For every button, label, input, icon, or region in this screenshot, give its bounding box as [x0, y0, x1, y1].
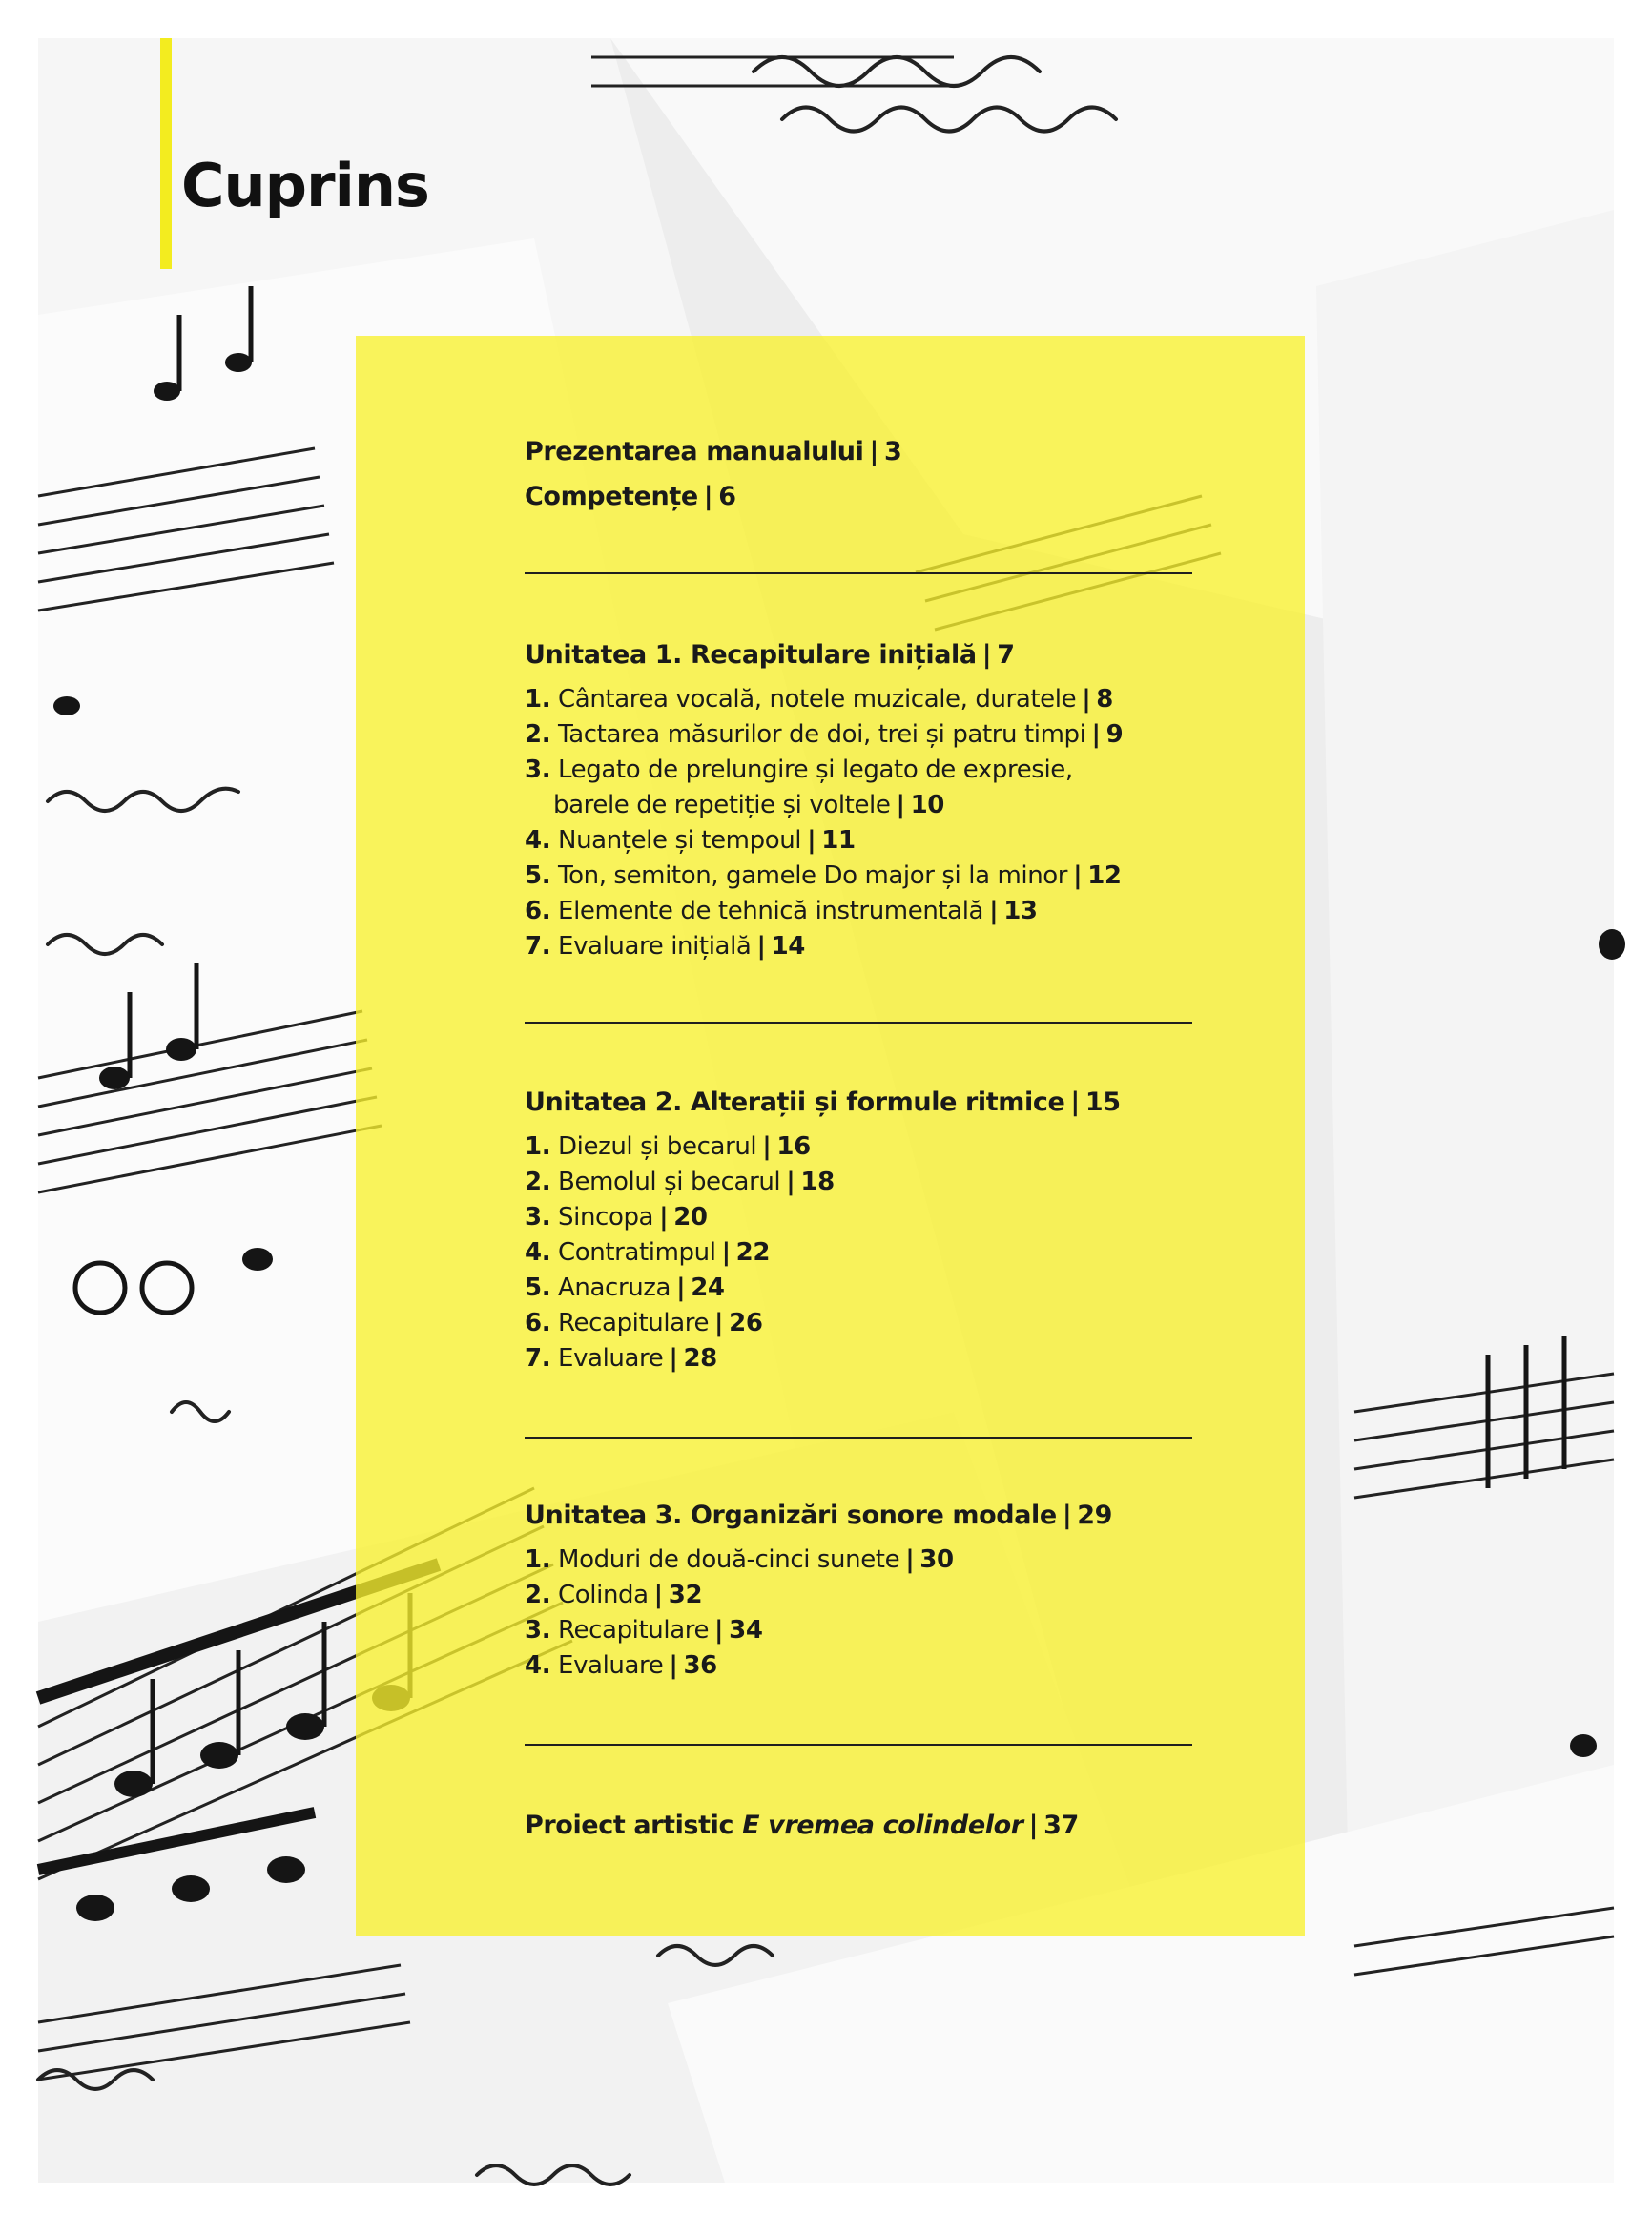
- section-divider: [525, 1022, 1192, 1024]
- toc-entry-presentation[interactable]: Prezentarea manualului | 3: [525, 437, 902, 466]
- toc-unit-1-item[interactable]: 5. Ton, semiton, gamele Do major și la minor | 12: [525, 861, 1122, 890]
- toc-unit-2-item[interactable]: 5. Anacruza | 24: [525, 1274, 725, 1302]
- toc-unit-1-heading[interactable]: Unitatea 1. Recapitulare inițială | 7: [525, 640, 1015, 670]
- project-title: E vremea colindelor: [742, 1811, 1023, 1840]
- toc-unit-1-item[interactable]: 1. Cântarea vocală, notele muzicale, duratele | 8: [525, 685, 1113, 714]
- toc-unit-1-item-continuation[interactable]: barele de repetiție și voltele | 10: [553, 791, 944, 819]
- toc-unit-1-item[interactable]: 6. Elemente de tehnică instrumentală | 13: [525, 897, 1038, 925]
- toc-unit-3-item[interactable]: 3. Recapitulare | 34: [525, 1616, 763, 1645]
- toc-unit-3-item[interactable]: 4. Evaluare | 36: [525, 1651, 717, 1680]
- section-divider: [525, 1437, 1192, 1439]
- page-title: Cuprins: [181, 151, 429, 220]
- toc-unit-2-heading[interactable]: Unitatea 2. Alterații și formule ritmice | 15: [525, 1087, 1121, 1117]
- toc-entry-artistic-project[interactable]: Proiect artistic E vremea colindelor | 37: [525, 1811, 1079, 1840]
- toc-unit-2-item[interactable]: 3. Sincopa | 20: [525, 1203, 708, 1232]
- toc-unit-1-item[interactable]: 3. Legato de prelungire și legato de expresie,: [525, 756, 1073, 784]
- toc-unit-1-item[interactable]: 7. Evaluare inițială | 14: [525, 932, 805, 961]
- toc-unit-1-item[interactable]: 4. Nuanțele și tempoul | 11: [525, 826, 856, 855]
- toc-unit-2-item[interactable]: 1. Diezul și becarul | 16: [525, 1132, 811, 1161]
- table-of-contents: [356, 336, 1305, 1936]
- toc-unit-2-item[interactable]: 6. Recapitulare | 26: [525, 1309, 763, 1337]
- toc-unit-3-heading[interactable]: Unitatea 3. Organizări sonore modale | 29: [525, 1501, 1113, 1530]
- toc-unit-2-item[interactable]: 4. Contratimpul | 22: [525, 1238, 771, 1267]
- toc-unit-2-item[interactable]: 2. Bemolul și becarul | 18: [525, 1168, 835, 1196]
- toc-unit-3-item[interactable]: 2. Colinda | 32: [525, 1581, 703, 1609]
- title-accent-bar: [160, 38, 172, 269]
- section-divider: [525, 572, 1192, 574]
- toc-unit-2-item[interactable]: 7. Evaluare | 28: [525, 1344, 717, 1373]
- toc-unit-1-item[interactable]: 2. Tactarea măsurilor de doi, trei și patru timpi | 9: [525, 720, 1124, 749]
- toc-entry-competences[interactable]: Competențe | 6: [525, 482, 736, 511]
- section-divider: [525, 1744, 1192, 1746]
- toc-unit-3-item[interactable]: 1. Moduri de două-cinci sunete | 30: [525, 1545, 954, 1574]
